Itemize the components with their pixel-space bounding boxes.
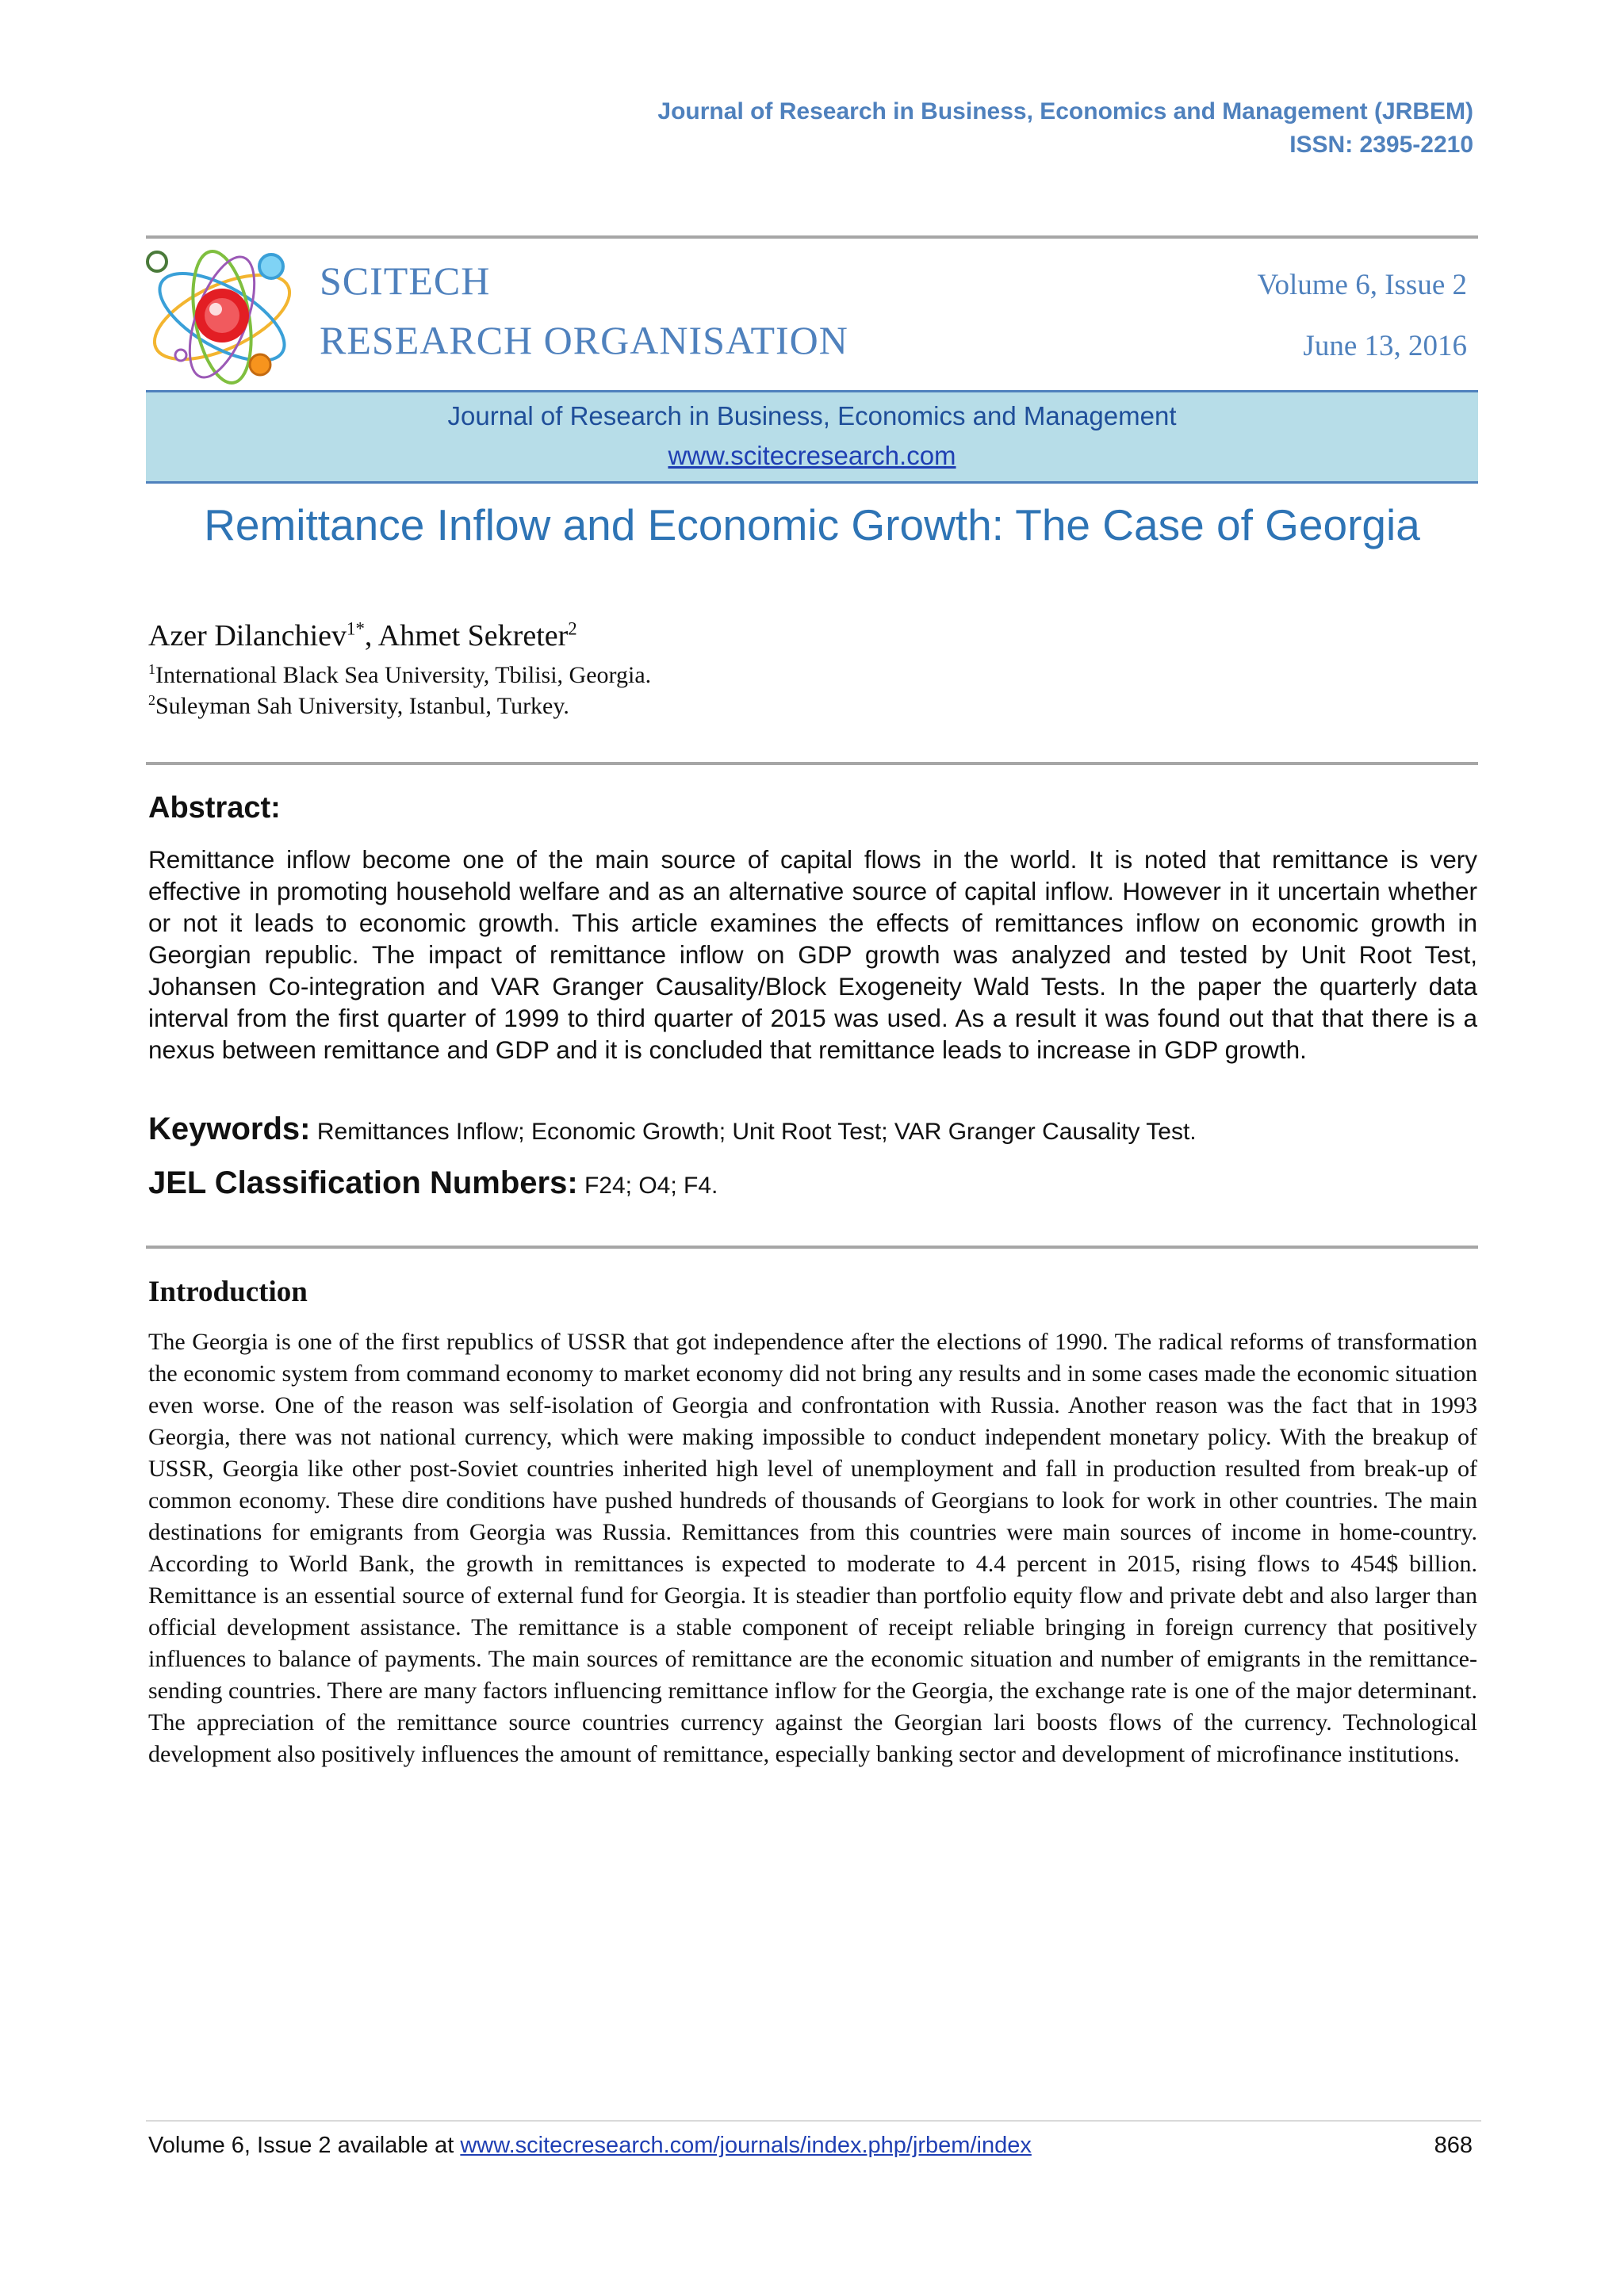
organisation-name-line2: RESEARCH ORGANISATION	[320, 318, 848, 362]
paper-title: Remittance Inflow and Economic Growth: The Case of Georgia	[204, 500, 1420, 549]
journal-banner	[146, 390, 1478, 484]
footer-availability	[148, 2133, 1032, 2159]
scitech-logo-icon	[143, 244, 301, 387]
organisation-name-line1: SCITECH	[320, 258, 491, 303]
affiliation-1	[148, 661, 651, 689]
introduction-heading: Introduction	[148, 1276, 308, 1308]
footer-text: Volume 6, Issue 2 available at	[148, 2133, 461, 2158]
keywords-label: Keywords:	[148, 1112, 311, 1146]
jel-text: F24; O4; F4.	[584, 1173, 718, 1199]
jel-classification	[148, 1165, 718, 1201]
introduction-text: The Georgia is one of the first republics of USSR that got independence after the elections of 1990. The radical reforms of transformation the economic system from command economy to market economy did not bring any results and in some cases made the economic situation even worse. One of the reason was self-isolation of Georgia and confrontation with Russia. Another reason was the fact that in 1993 Georgia, there was not national currency, which were making impossible to conduct independent monetary policy. With the breakup of USSR, Georgia like other post-Soviet countries inherited high level of unemployment and fall in production resulted from break-up of common economy. These dire conditions have pushed hundreds of thousands of Georgians to look for work in other countries. The main destinations for emigrants from Georgia was Russia. Remittances from this countries were main sources of income in home-country. According to World Bank, the growth in remittances is expected to moderate to 4.4 percent in 2015, rising flows to 454$ billion. Remittance is an essential source of external fund for Georgia. It is steadier than portfolio equity flow and private debt and also larger than official development assistance. The remittance is a stable component of receipt reliable bringing in foreign currency that positively influences to balance of payments. The main sources of remittance are the economic situation and number of emigrants in the remittance-sending countries. There are many factors influencing remittance inflow for the Georgia, the exchange rate is one of the major determinant. The appreciation of the remittance source countries currency against the Georgian lari boosts flows of the currency. Technological development also positively influences the amount of remittance, especially banking sector and development of microfinance institutions.	[148, 1329, 1477, 1767]
section-divider	[146, 1246, 1478, 1249]
author-line	[148, 618, 577, 653]
affiliation-1-marker: 1	[148, 661, 155, 677]
footer-rule	[146, 2120, 1481, 2122]
footer-journal-link[interactable]: www.scitecresearch.com/journals/index.php/jrbem/index	[460, 2133, 1032, 2158]
author-2: Ahmet Sekreter	[377, 619, 569, 652]
affiliation-2-text: Suleyman Sah University, Istanbul, Turkey.	[155, 693, 569, 719]
running-header	[657, 95, 1473, 162]
author-1: Azer Dilanchiev	[148, 619, 347, 652]
author-2-marker: 2	[568, 618, 577, 639]
journal-name: Journal of Research in Business, Economics and Management	[447, 401, 1177, 430]
running-header-journal: Journal of Research in Business, Economics and Management (JRBEM)	[657, 98, 1473, 124]
keywords-text: Remittances Inflow; Economic Growth; Unit Root Test; VAR Granger Causality Test.	[316, 1119, 1197, 1145]
volume-issue: Volume 6, Issue 2	[1257, 269, 1467, 301]
running-header-issn: ISSN: 2395-2210	[1289, 132, 1473, 158]
keywords	[148, 1112, 1197, 1147]
publication-date: June 13, 2016	[1303, 330, 1467, 362]
author-1-marker: 1*	[347, 618, 365, 639]
masthead-top-rule	[146, 235, 1478, 239]
journal-url-link[interactable]: www.scitecresearch.com	[668, 441, 956, 470]
affiliation-2-marker: 2	[148, 692, 155, 708]
jel-label: JEL Classification Numbers:	[148, 1165, 578, 1200]
author-separator: ,	[364, 619, 378, 652]
page-number: 868	[1434, 2133, 1473, 2158]
abstract-heading: Abstract:	[148, 791, 281, 825]
section-divider	[146, 762, 1478, 765]
abstract-text: Remittance inflow become one of the main source of capital flows in the world. It is noted that remittance is very effective in promoting household welfare and as an alternative source of capital inflow. However in it uncertain whether or not it leads to economic growth. This article examines the effects of remittances inflow on economic growth in Georgian republic. The impact of remittance inflow on GDP growth was analyzed and tested by Unit Root Test, Johansen Co-integration and VAR Granger Causality/Block Exogeneity Wald Tests. In the paper the quarterly data interval from the first quarter of 1999 to third quarter of 2015 was used. As a result it was found out that that there is a nexus between remittance and GDP and it is concluded that remittance leads to increase in GDP growth.	[148, 845, 1477, 1064]
affiliation-1-text: International Black Sea University, Tbilisi, Georgia.	[155, 662, 652, 688]
affiliation-2	[148, 692, 569, 720]
